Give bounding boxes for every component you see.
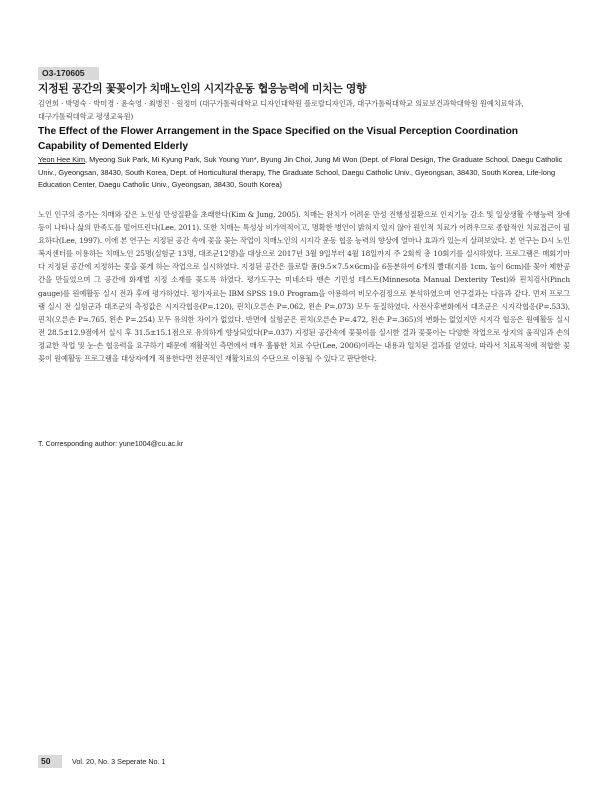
- page-number: 50: [41, 756, 51, 766]
- journal-issue: Vol. 20, No. 3 Seperate No. 1: [72, 757, 166, 766]
- korean-authors-line2: 대구가톨릭대학교 평생교육원): [38, 111, 134, 121]
- english-authors-affiliations: , Myeong Suk Park, Mi Kyung Park, Suk Young Yun*, Byung Jin Choi, Jung Mi Won (Dept. of Floral Design, The Graduate School, Daegu Catholic Univ., Gyeongsan, 38430, South Korea, Dept. of Horticultural therapy, The Graduate School, Daegu Catholic Univ., Gyeongsan, 38430, South Korea, Life-long Education Center, Daegu Catholic Univ., Gyeongsan, 38430, South Korea): [38, 155, 563, 190]
- abstract-body: 노인 인구의 증가는 치매와 같은 노인성 만성질환을 초래한다(Kim & Jung, 2005). 치매는 완치가 어려운 만성 진행성질환으로 인지기능 감소 및 일상생활 수행능력 장애 등이 나타나 삶의 만족도를 떨어뜨린다(Lee, 2011). 또한 치매는 특성상 비가역적이고, 명확한 병인이 밝혀지 있지 않아 원인적 치료가 어려우므로 종합적인 치료접근이 필요하다(Lee, 1997). 이에 본 연구는 지정된 공간 속에 꽃을 꽂는 작업이 치매노인의 시지각 운동 협응 능력의 향상에 얼마나 효과가 있는지 살펴보았다. 본 연구는 D시 노인복지센터를 이용하는 치매노인 25명(실험군 13명, 대조군12명)을 대상으로 2017년 3월 9일부터 4월 18일까지 주 2회씩 총 10회기를 실시하였다. 프로그램은 매회기마다 지정된 공간에 지정하는 꽃을 꽂게 하는 작업으로 실시하였다. 지정된 공간은 플로랄 폼(9.5×7.5×6cm)을 6등분하여 6개의 빨대(지름 1cm, 높이 6cm)를 꽂아 제한공간을 만들었으며 그 공간에 화재별 지정 소재를 꽂도록 하였다. 평가도구는 미네소타 맨손 기민성 테스트(Minnesota Manual Dexterity Test)와 핀치검사(Pinch gauge)를 원예활동 실시 전과 후에 평가하였다. 평가자료는 IBM SPSS 19.0 Program을 이용하여 비모수검정으로 분석하였으며 연구결과는 다음과 같다. 먼저 프로그램 실시 전 실험군과 대조군의 측정값은 시지각협응(P=.120), 핀치(오른손 P=.062, 왼손 P=.073) 모두 동질하였다. 사전사후변화에서 대조군은 시지각협응(P=.533), 핀치(오른손 P=.765, 왼손 P=.254) 모두 유의한 차이가 없었다. 반면에 실험군은 핀치(오른손 P=.472, 왼손 P=.365)의 변화는 없었지만 시지각 협응은 원예활동 실시 전 28.5±12.9점에서 실시 후 31.5±15.1점으로 유의하게 향상되었다(P=.037) 지정된 공간속에 꽃꽂이를 실시한 결과 꽃꽂이는 다양한 작업으로 상지의 움직임과 손의 정교한 작업 및 눈-손 협응력을 요구하기 때문에 재활적인 측면에서 매우 훌륭한 치료 수단(Lee, 2006)이라는 내용과 일치된 결과를 얻었다. 따라서 치료목적에 적합한 꽃꽂이 원예활동 프로그램을 대상자에게 적용한다면 전문적인 재활치료의 수단으로 이용될 수 있다고 판단한다.: [38, 210, 570, 364]
- english-authors: [38, 154, 572, 192]
- korean-authors: [38, 98, 568, 123]
- english-title: The Effect of the Flower Arrangement in the Space Specified on the Visual Perception Coordination Capability of Demented Elderly: [38, 126, 519, 152]
- first-author-name: Yeon Hee Kim: [38, 155, 85, 164]
- korean-title: 지정된 공간의 꽃꽂이가 치매노인의 시지각운동 협응능력에 미치는 영향: [38, 82, 367, 95]
- korean-authors-line1: 김연희 · 박명숙 · 박미경 · 윤숙영 · 최병진 · 원정미 (대구가톨릭대학교 디자인대학원 플로랄디자인과, 대구가톨릭대학교 의료보건과학대학원 원예치료학과,: [38, 99, 524, 108]
- abstract-code-label: O3-170605: [38, 67, 99, 80]
- corresponding-author: T. Corresponding author: yune1004@cu.ac.kr: [38, 439, 184, 448]
